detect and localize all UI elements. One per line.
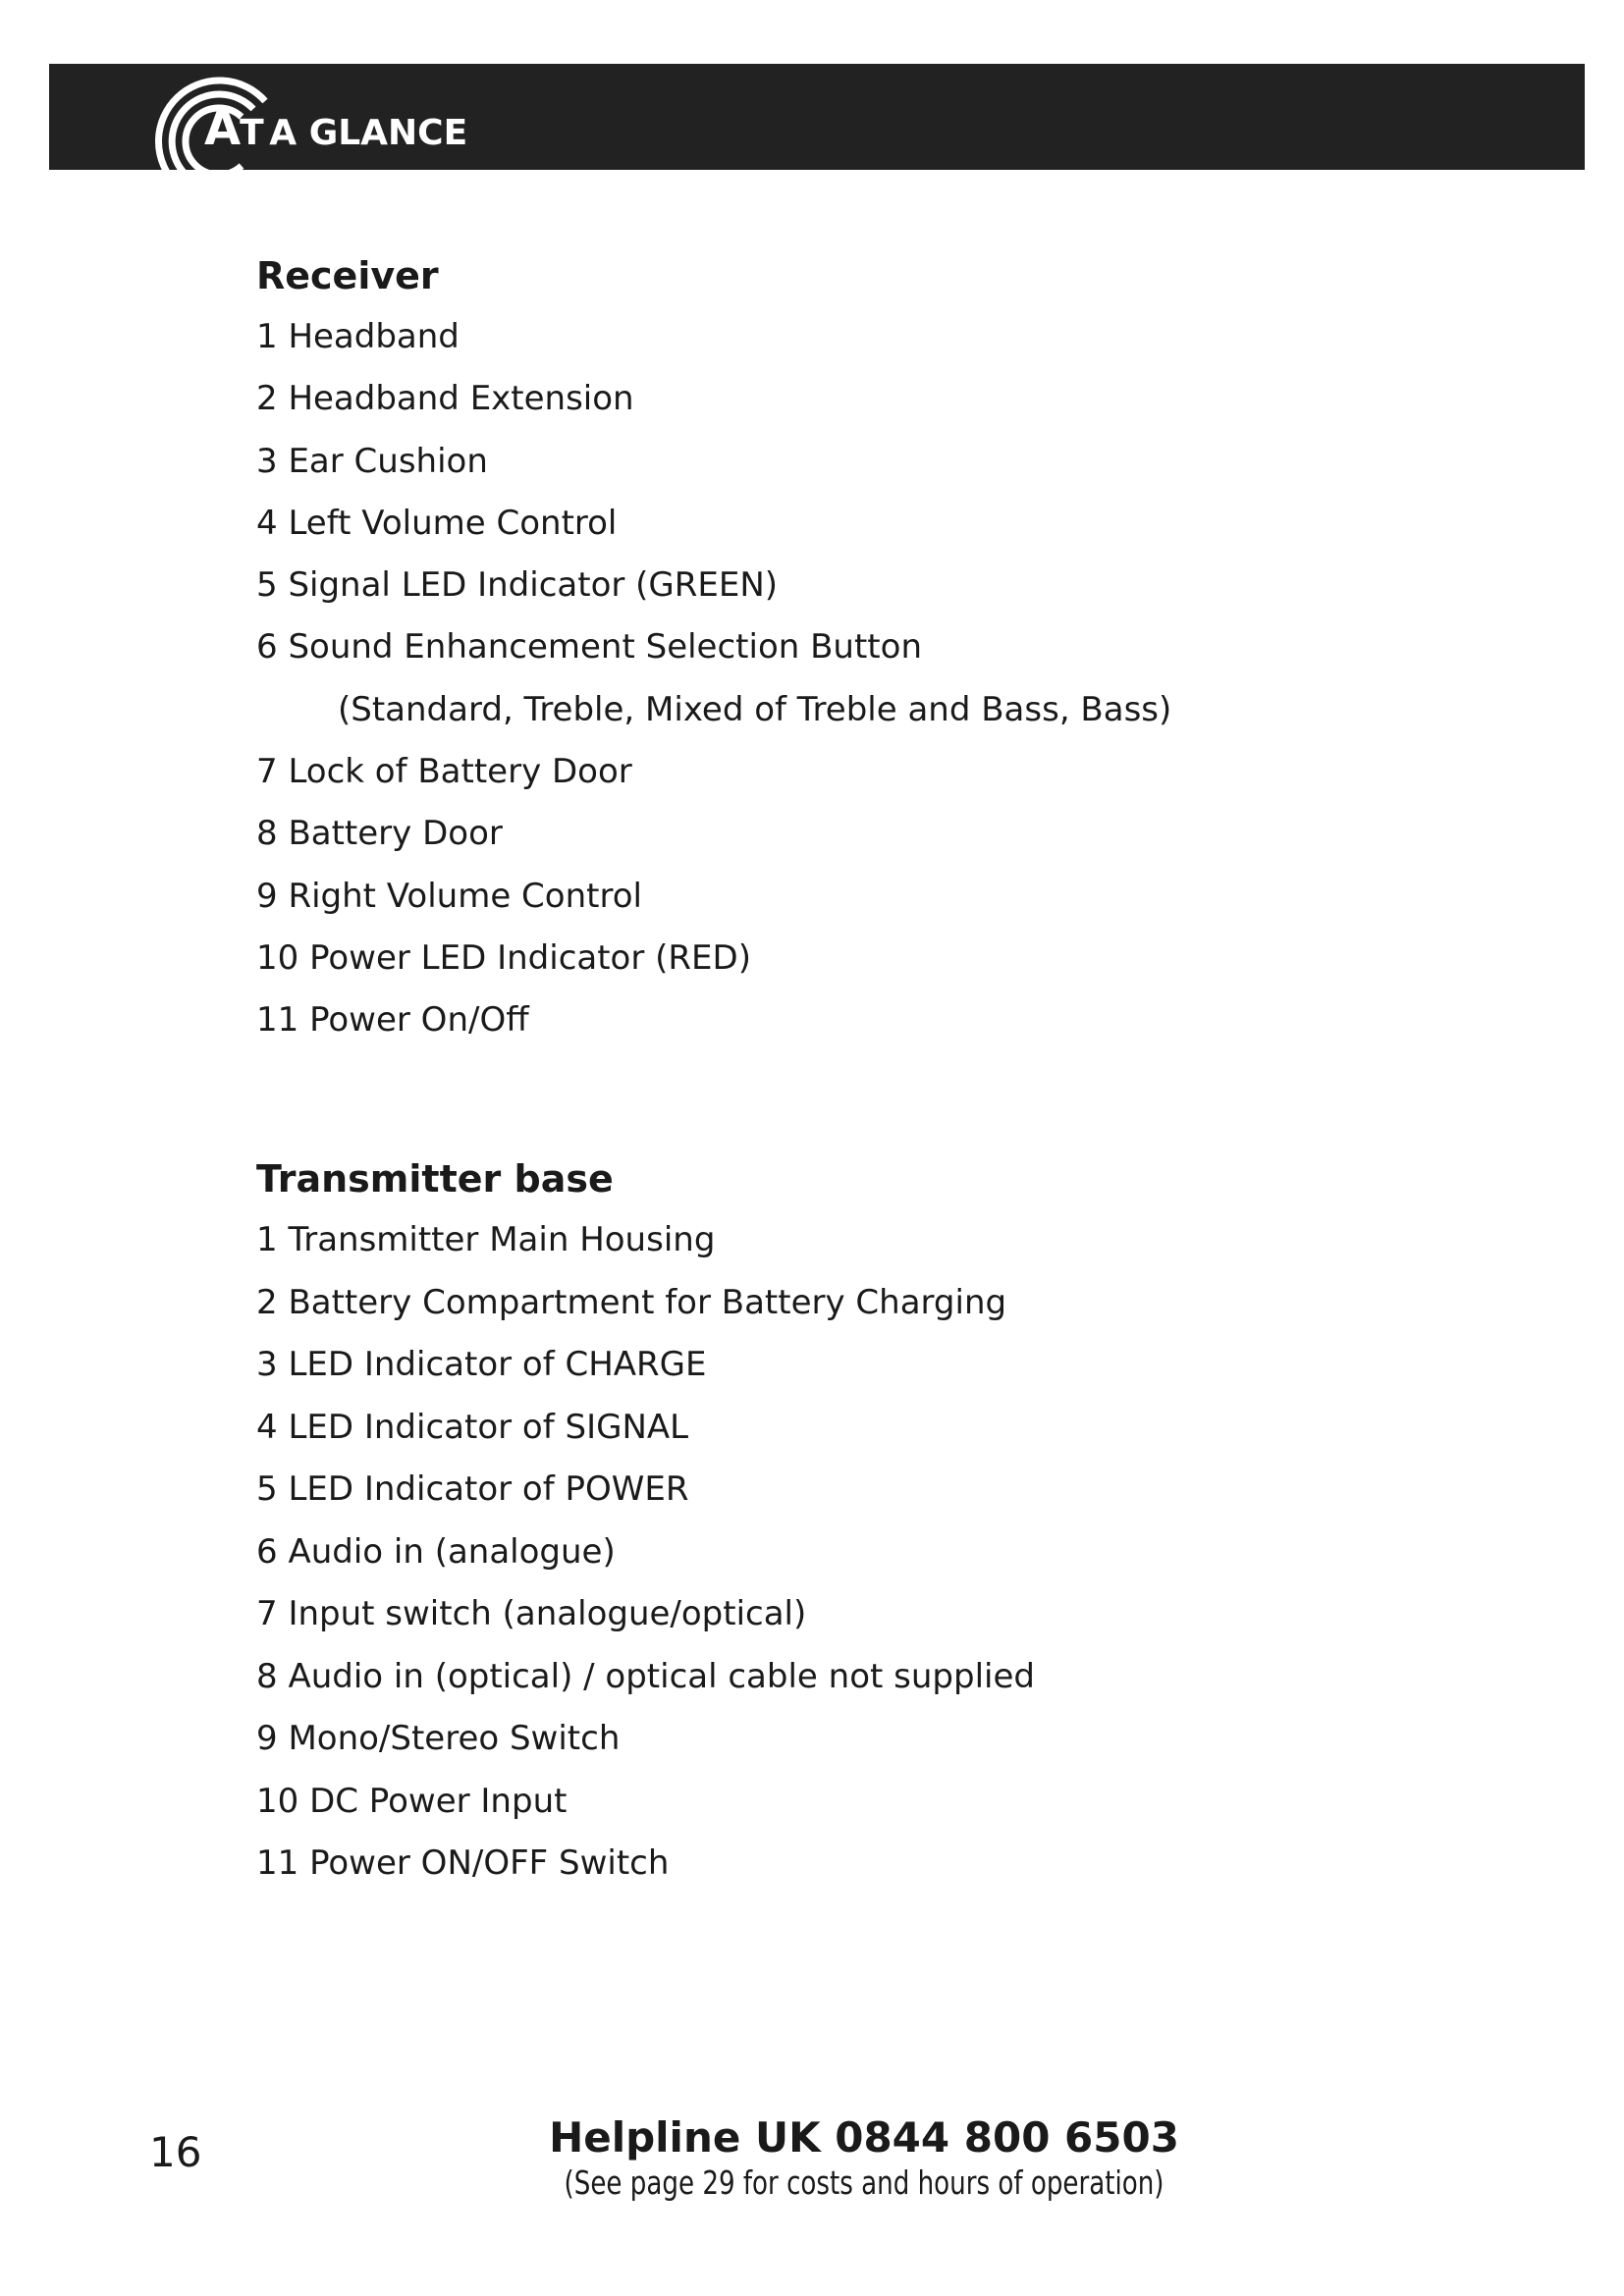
list-item: 1 Transmitter Main Housing [256,1220,716,1259]
receiver-heading: Receiver [256,254,439,297]
header-title [204,99,467,158]
header-title-initial: A [204,101,241,156]
footer [491,2112,1237,2203]
helpline-note: (See page 29 for costs and hours of operation) [564,2163,1164,2202]
transmitter-section [256,1154,1035,1896]
list-item: 2 Headband Extension [256,379,634,419]
list-item: 8 Battery Door [256,814,503,854]
list-item: 9 Right Volume Control [256,876,642,916]
list-item: 6 Audio in (analogue) [256,1531,616,1572]
list-item: 7 Input switch (analogue/optical) [256,1594,807,1633]
list-item: 3 LED Indicator of CHARGE [256,1345,707,1384]
list-item: 10 Power LED Indicator (RED) [256,937,751,978]
list-item: 6 Sound Enhancement Selection Button [256,627,922,667]
helpline-text: Helpline UK 0844 800 6503 [549,2113,1179,2162]
list-item: 5 Signal LED Indicator (GREEN) [256,565,779,606]
list-item: 10 DC Power Input [256,1781,568,1821]
header-title-rest: A GLANCE [269,113,468,153]
transmitter-heading: Transmitter base [256,1157,614,1201]
list-item: 1 Headband [256,317,460,356]
list-item: 4 Left Volume Control [256,503,618,543]
list-item: 7 Lock of Battery Door [256,752,632,792]
header-title-initial-2: T [240,113,264,153]
transmitter-list [256,1209,1035,1896]
list-item: 9 Mono/Stereo Switch [256,1719,621,1758]
list-item: 4 LED Indicator of SIGNAL [256,1407,689,1447]
page-number: 16 [149,2128,202,2176]
list-item: 5 LED Indicator of POWER [256,1469,689,1509]
list-item: 8 Audio in (optical) / optical cable not supplied [256,1656,1035,1696]
list-item-continuation: (Standard, Treble, Mixed of Treble and Bass, Bass) [338,689,1172,729]
receiver-section [256,251,1171,1052]
list-item: 3 Ear Cushion [256,441,488,481]
list-item: 11 Power ON/OFF Switch [256,1843,670,1883]
list-item: 2 Battery Compartment for Battery Charging [256,1282,1007,1322]
receiver-list [256,306,1171,1052]
list-item: 11 Power On/Off [256,1000,529,1041]
